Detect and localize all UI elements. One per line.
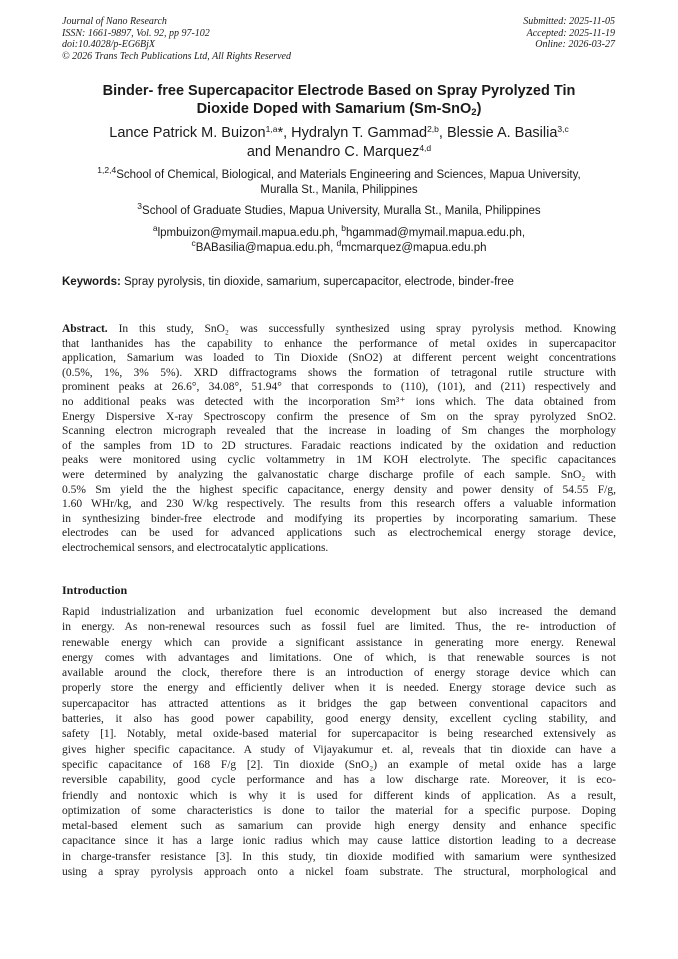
email-link[interactable]: lpmbuizon@mymail.mapua.edu.ph, <box>157 227 342 239</box>
title-line-2-end: ) <box>476 101 482 117</box>
introduction-body <box>62 605 616 880</box>
affiliation-mark: 1,2,4 <box>97 165 117 175</box>
intro-line: using a spray pyrolysis approach onto a nickel foam substrate. The structural, morphological and <box>62 866 616 879</box>
author-separator: *, <box>277 125 292 141</box>
intro-line: properly store the energy and efficiently deliver when it is needed. Energy storage device such as <box>62 682 616 695</box>
intro-line: renewable energy which can provide a significant assistance in generating more energy. Renewal <box>62 636 616 649</box>
affiliation-1 <box>62 165 616 198</box>
author-name: Hydralyn T. Gammad <box>291 125 428 141</box>
intro-line: available around the clock, therefore there is an introduction of energy storage device which can <box>62 667 616 680</box>
intro-line: in charge-transfer resistance [3]. In this study, tin dioxide modified with samarium were synthesized <box>62 850 616 863</box>
intro-line: optimization of some characteristics is done to tailor the material for a specific purpose. Doping <box>62 804 616 817</box>
journal-copyright: © 2026 Trans Tech Publications Ltd, All Rights Reserved <box>62 50 291 62</box>
abstract-line <box>62 322 616 337</box>
intro-line: friendly and nontoxic which is why it is used for different kinds of application. As a result, <box>62 789 616 802</box>
intro-line: metal-based element such as samarium can provide high energy density and enhance specific <box>62 820 616 833</box>
abstract-line: (0.5%, 1%, 3% 5%). XRD diffractograms shows the formation of tetragonal rutile structure with <box>62 366 616 379</box>
keywords <box>62 275 616 290</box>
keywords-label: Keywords: <box>62 276 121 288</box>
abstract-line: peaks were monitored using cyclic voltammetry in 1M KOH electrolyte. The specific capacitances <box>62 454 616 467</box>
intro-line: safety [1]. Notably, metal oxide-based material for supercapacitor is being researched extensively as <box>62 728 616 741</box>
abstract-label: Abstract. <box>62 323 108 335</box>
intro-line: reversible capability, good cycle performance and has a low discharge rate. Moreover, it is eco- <box>62 774 616 787</box>
journal-doi: doi:10.4028/p-EG6BjX <box>62 39 156 50</box>
abstract-line: Scanning electron micrograph revealed that the increase in loading of Sm changes the morphology <box>62 425 616 438</box>
online-date: Online: 2026-03-27 <box>535 39 615 50</box>
abstract-line: no additional peaks was detected with the incorporation Sm³⁺ ions which. The data obtained from <box>62 395 616 408</box>
abstract-line: 0.5% Sm yield the the highest specific capacitance, energy density and power density of 54.55 F/g, <box>62 483 616 496</box>
journal-name: Journal of Nano Research <box>62 16 167 27</box>
affiliation-1-line-2: Muralla St., Manila, Philippines <box>260 184 418 196</box>
emails-line-2 <box>62 238 616 256</box>
author-name: Lance Patrick M. Buizon <box>109 125 266 141</box>
affiliation-text: School of Graduate Studies, Mapua University, Muralla St., Manila, Philippines <box>142 205 541 217</box>
intro-line: batteries, it also has good power capability, good energy density, excellent cycling stability, and <box>62 713 616 726</box>
affiliation-2 <box>62 201 616 219</box>
abstract-line: prominent peaks at 26.6°, 34.08°, 51.94° that corresponds to (110), (101), and (211) respectively and <box>62 381 616 394</box>
affiliation-text: School of Chemical, Biological, and Materials Engineering and Sciences, Mapua University, <box>116 169 581 181</box>
intro-line: Rapid industrialization and urbanization fuel economic development but also increased the demand <box>62 606 616 618</box>
abstract-line: application, Samarium was loaded to Tin Dioxide (SnO2) at different percent weight concentrations <box>62 352 616 365</box>
submitted-date: Submitted: 2025-11-05 <box>523 16 615 27</box>
author-separator: , <box>438 125 447 141</box>
intro-line: gives higher specific capacitance. A study of Vijayakumur et. al, reveals that tin dioxide can have a <box>62 743 616 756</box>
abstract-line: were determined by analyzing the galvanostatic charge discharge profile of each sample. SnO₂ with <box>62 468 616 481</box>
email-mark: c <box>191 238 196 248</box>
affiliation-2-line-1 <box>62 201 616 219</box>
abstract-line-text: In this study, SnO₂ was successfully synthesized using spray pyrolysis method. Knowing <box>107 323 616 335</box>
intro-line: capacitance since it has a large ionic radius which may cause lattice distortion leading to a decrease <box>62 835 616 848</box>
intro-line: energy comes with advantages and limitations. One of which, is that renewable sources is not <box>62 651 616 664</box>
affiliation-1-line-1 <box>62 165 616 183</box>
title-line-2-text: Dioxide Doped with Samarium (Sm-SnO <box>196 101 472 117</box>
author-affil-mark: 3,c <box>557 124 569 134</box>
abstract-line: electrochemical sensors, and electrocatalytic applications. <box>62 541 329 554</box>
abstract-line: of the samples from 1D to 2D structures. Faradaic reactions indicated by the oxidation and reduction <box>62 439 616 452</box>
title-line-2 <box>62 100 616 118</box>
title-line-1: Binder- free Supercapacitor Electrode Based on Spray Pyrolyzed Tin <box>102 83 576 99</box>
author-affil-mark: 1,a <box>265 124 278 134</box>
abstract-line: electrodes can be used for advanced applications such as electrochemical energy storage device, <box>62 527 616 540</box>
journal-header-right <box>523 16 615 51</box>
journal-header-left <box>62 16 291 62</box>
journal-issn: ISSN: 1661-9897, Vol. 92, pp 97-102 <box>62 27 210 39</box>
intro-line: in energy. As non-renewal resources such as fossil fuel are limited. Thus, the re- introduction of <box>62 621 616 634</box>
accepted-date: Accepted: 2025-11-19 <box>526 27 615 39</box>
intro-line: supercapacitor has attracted attentions as it bridges the gap between conventional capacitors and <box>62 697 616 710</box>
abstract <box>62 322 616 556</box>
authors-line-2 <box>62 143 616 162</box>
section-heading-introduction: Introduction <box>62 583 128 597</box>
affiliation-mark: 3 <box>137 201 143 211</box>
abstract-line: that lanthanides has the capability to enhance the performance of metal oxides in supercapacitor <box>62 337 616 350</box>
author-name: Blessie A. Basilia <box>446 125 558 141</box>
author-emails <box>62 223 616 256</box>
abstract-line: in synthesizing binder-free electrode and modifying its properties by incorporating samarium. These <box>62 512 616 525</box>
email-link[interactable]: BABasilia@mapua.edu.ph, <box>195 242 337 254</box>
authors-line-1 <box>62 124 616 143</box>
author-affil-mark: 2,b <box>427 124 439 134</box>
author-list <box>62 124 616 162</box>
intro-line: specific capacitance of 168 F/g [2]. Tin dioxide (SnO₂) an example of metal oxide has a large <box>62 758 616 771</box>
keywords-text: Spray pyrolysis, tin dioxide, samarium, supercapacitor, electrode, binder-free <box>120 276 514 288</box>
abstract-line: Energy Dispersive X-ray Spectroscopy confirm the presence of Sm on the spray pyrolyzed SnO2. <box>62 410 616 423</box>
email-link[interactable]: mcmarquez@mapua.edu.ph <box>341 242 487 254</box>
email-link[interactable]: hgammad@mymail.mapua.edu.ph, <box>345 227 526 239</box>
author-name: and Menandro C. Marquez <box>246 144 420 160</box>
email-mark: a <box>152 223 158 233</box>
email-mark: b <box>341 223 346 233</box>
title-subscript: 2 <box>471 107 477 118</box>
email-mark: d <box>336 238 342 248</box>
author-affil-mark: 4,d <box>419 143 432 153</box>
paper-title <box>62 82 616 118</box>
abstract-line: 1.60 WHr/kg, and 230 W/kg respectively. The results from this research offers a valuable information <box>62 498 616 511</box>
